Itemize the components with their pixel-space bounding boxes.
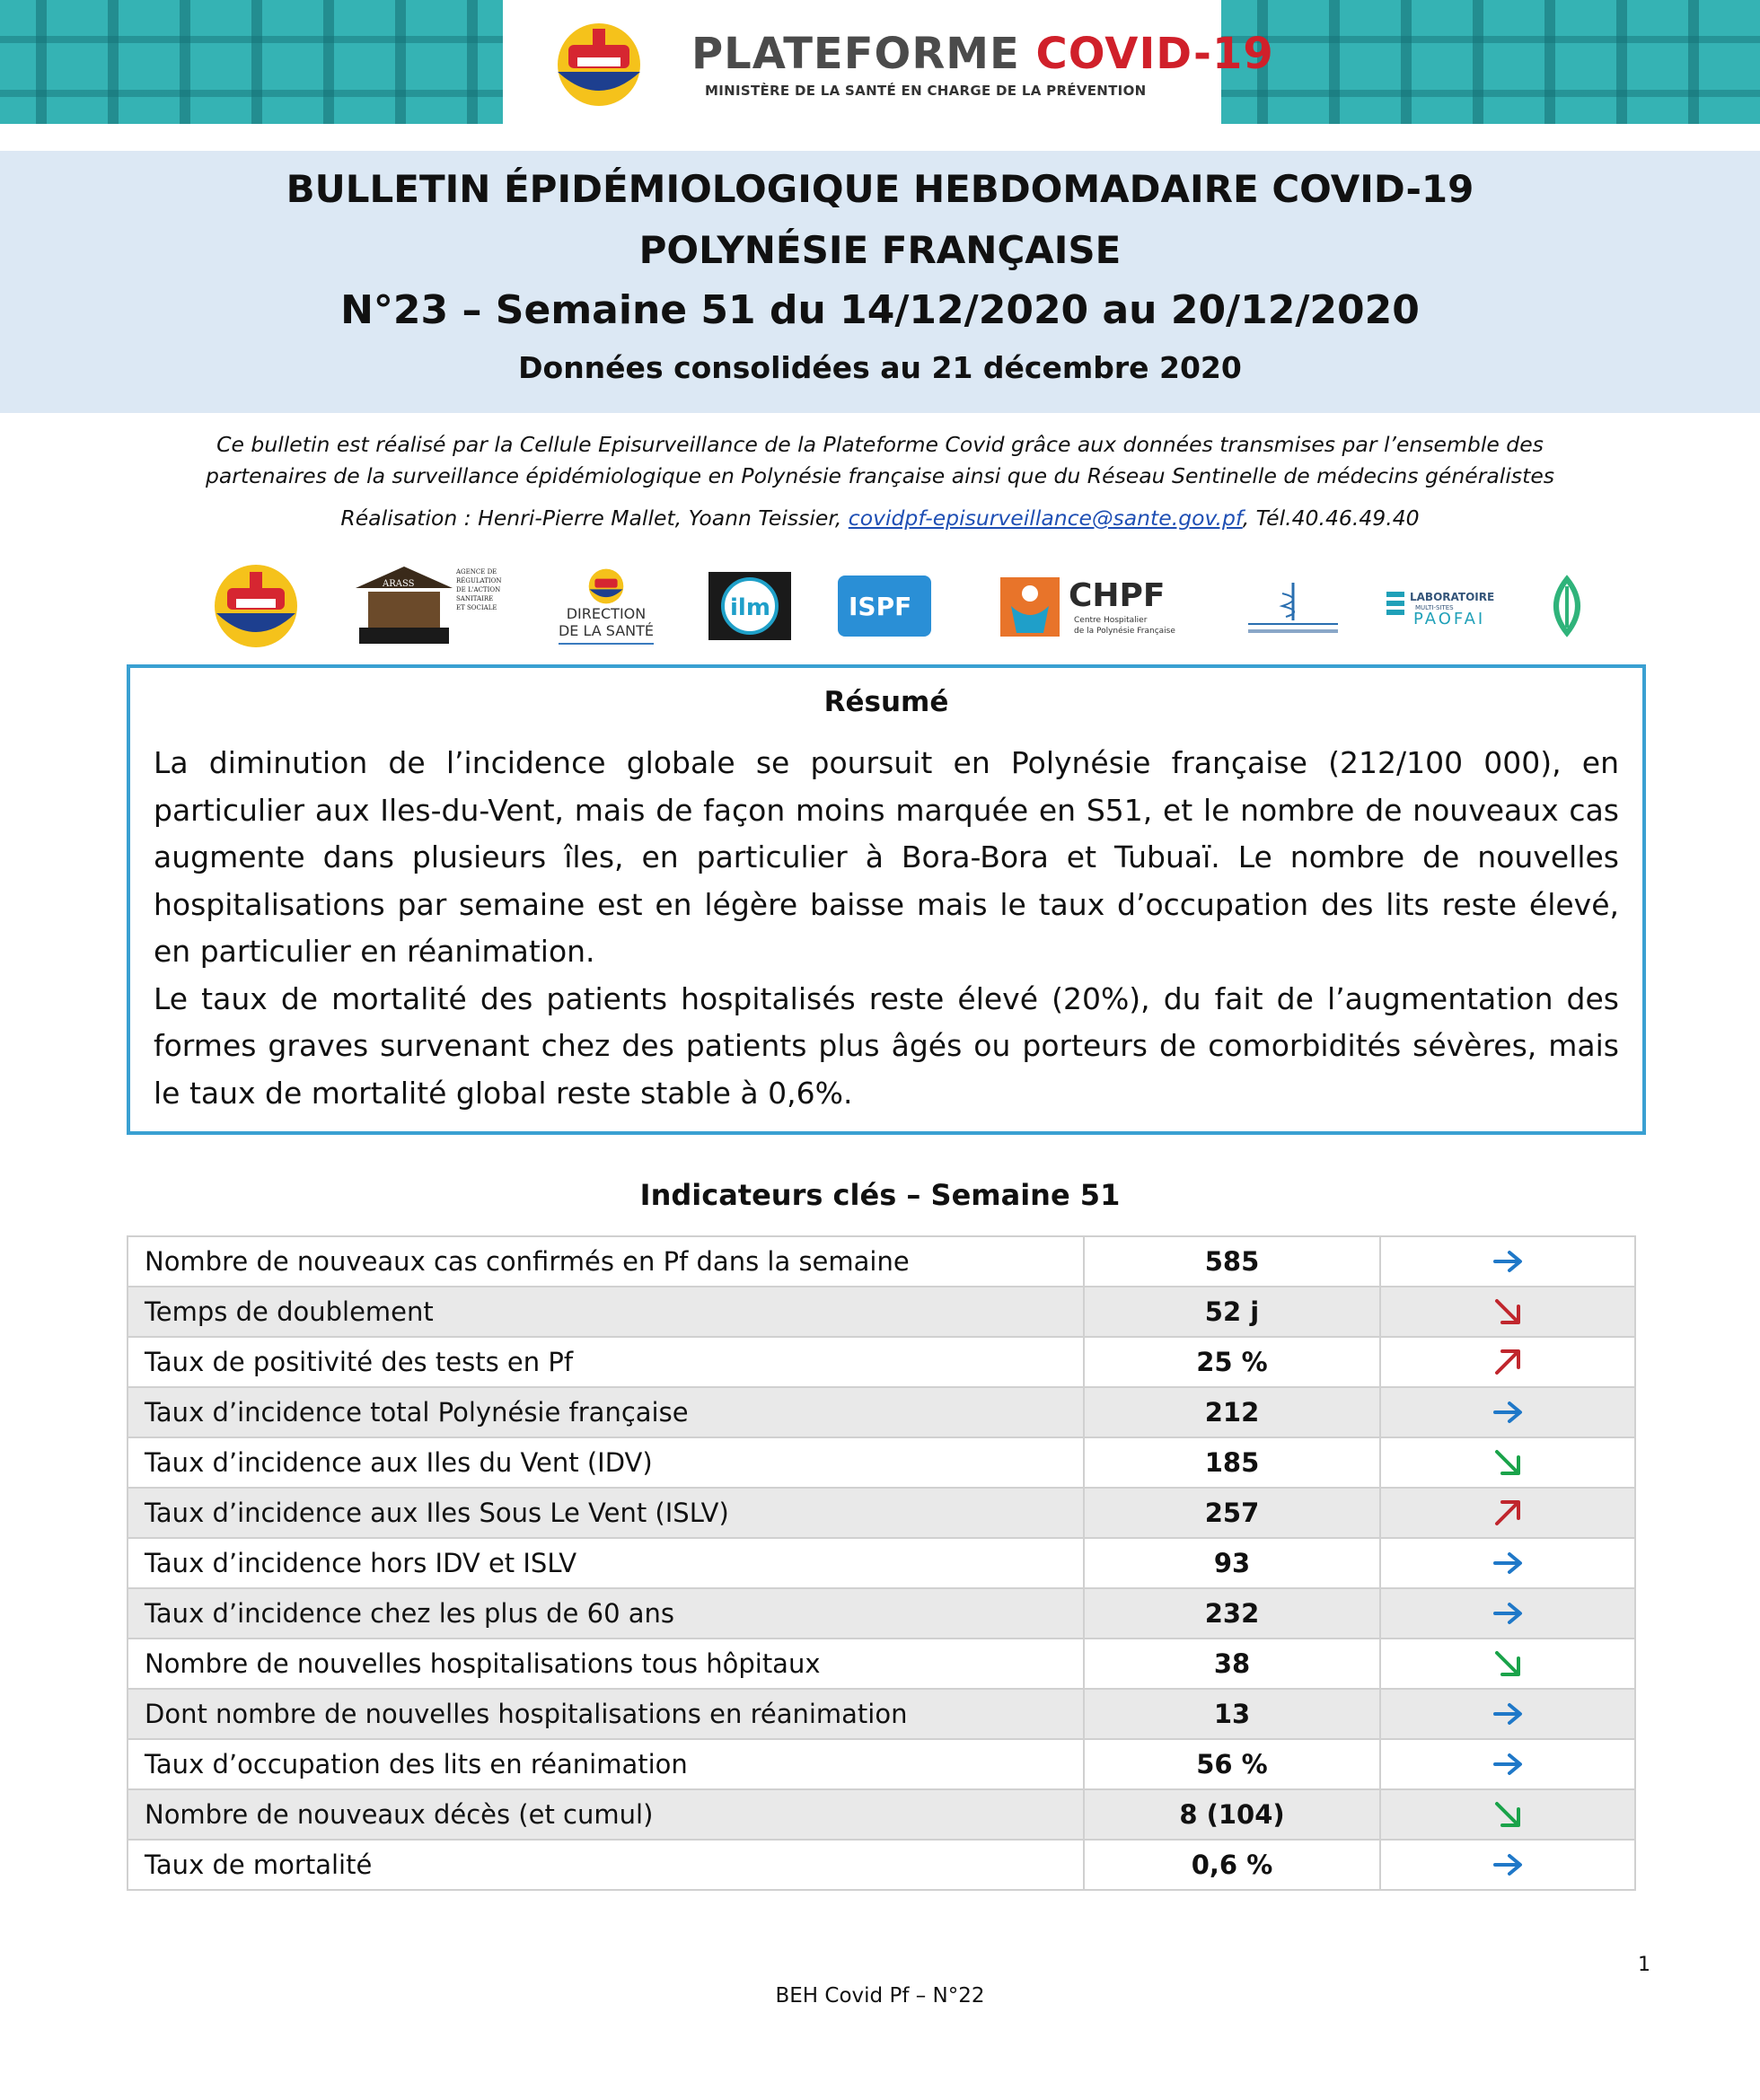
table-row: [128, 1387, 1635, 1437]
arrow-down-right-icon: [1490, 1646, 1526, 1682]
direction-line-1: DIRECTION: [566, 605, 647, 622]
arrow-right-icon: [1490, 1746, 1526, 1782]
indicator-trend: [1380, 1488, 1635, 1538]
indicator-label: Taux d’incidence chez les plus de 60 ans: [128, 1588, 1084, 1639]
title-consolidation-date: Données consolidées au 21 décembre 2020: [518, 350, 1242, 385]
banner-pattern-left: [0, 0, 503, 124]
arrow-up-right-icon: [1490, 1495, 1526, 1531]
plateforme-logo: [543, 20, 1274, 110]
svg-text:AGENCE DE: AGENCE DE: [456, 568, 497, 576]
caduceus-icon: [1239, 570, 1347, 642]
intro-line-1: Ce bulletin est réalisé par la Cellule Episurveillance de la Plateforme Covid grâce aux données transmises par l’ensemble des: [216, 432, 1544, 457]
intro-text: [99, 429, 1661, 492]
contact-email-link[interactable]: covidpf-episurveillance@sante.gov.pf: [848, 505, 1243, 531]
indicator-trend: [1380, 1337, 1635, 1387]
table-row: [128, 1236, 1635, 1287]
chpf-sub-2: de la Polynésie Française: [1074, 627, 1175, 636]
indicator-label: Nombre de nouveaux décès (et cumul): [128, 1789, 1084, 1840]
brand-word-covid: COVID-19: [1035, 29, 1274, 79]
summary-heading: Résumé: [823, 686, 949, 718]
indicator-label: Temps de doublement: [128, 1287, 1084, 1337]
indicator-label: Taux d’incidence hors IDV et ISLV: [128, 1538, 1084, 1588]
table-row: [128, 1689, 1635, 1739]
ispf-label: ISPF: [849, 592, 912, 621]
ilm-logo-icon: [707, 570, 793, 642]
logo-chpf: [997, 557, 1203, 655]
table-row: [128, 1538, 1635, 1588]
indicator-label: Nombre de nouvelles hospitalisations tous hôpitaux: [128, 1639, 1084, 1689]
indicators-table: [127, 1235, 1636, 1891]
polynesia-seal-icon: [211, 561, 301, 651]
indicator-value: 232: [1084, 1588, 1380, 1639]
arrow-right-icon: [1490, 1847, 1526, 1883]
title-line-1: BULLETIN ÉPIDÉMIOLOGIQUE HEBDOMADAIRE COVID-19: [286, 167, 1474, 211]
top-banner: [0, 0, 1760, 124]
labo-line-2: MULTI-SITES: [1415, 604, 1454, 611]
arass-label: ARASS: [383, 579, 415, 589]
table-row: [128, 1639, 1635, 1689]
arrow-down-right-icon: [1490, 1294, 1526, 1330]
indicator-value: 185: [1084, 1437, 1380, 1488]
logo-ilm: [705, 557, 795, 655]
realisation-line: [99, 503, 1661, 534]
table-row: [128, 1840, 1635, 1890]
indicator-value: 25 %: [1084, 1337, 1380, 1387]
indicator-label: Taux de mortalité: [128, 1840, 1084, 1890]
brand-title: [691, 29, 1274, 79]
summary-box: [127, 664, 1646, 1135]
logo-polynesia-seal: [207, 557, 305, 655]
indicator-trend: [1380, 1437, 1635, 1488]
svg-text:SANITAIRE: SANITAIRE: [456, 595, 494, 602]
svg-text:DE L'ACTION: DE L'ACTION: [456, 586, 501, 593]
summary-paragraph-1: La diminution de l’incidence globale se poursuit en Polynésie française (212/100 000), en particulier aux Iles-du-Vent, mais de façon moins marquée en S51, et le nombre de nouveaux cas augmente dans plusieurs îles, en particulier à Bora-Bora et Tubuaï. Le nombre de nouvelles hospitalisations par semaine est en légère baisse mais le taux d’occupation des lits reste élevé, en particulier en réanimation.: [154, 745, 1619, 969]
table-row: [128, 1739, 1635, 1789]
indicator-value: 38: [1084, 1639, 1380, 1689]
page-number: 1: [1638, 1954, 1650, 1976]
indicator-value: 93: [1084, 1538, 1380, 1588]
summary-paragraph-2: Le taux de mortalité des patients hospitalisés reste élevé (20%), du fait de l’augmentation des formes graves survenant chez des patients plus âgés ou porteurs de comorbidités sévères, mais le taux de mortalité global reste stable à 0,6%.: [154, 980, 1619, 1111]
indicator-value: 8 (104): [1084, 1789, 1380, 1840]
indicator-trend: [1380, 1739, 1635, 1789]
logo-laboratoire-paofai: [1383, 557, 1518, 655]
indicator-value: 212: [1084, 1387, 1380, 1437]
chpf-logo-icon: [997, 570, 1203, 642]
arrow-down-right-icon: [1490, 1797, 1526, 1832]
table-row: [128, 1488, 1635, 1538]
chpf-sub-1: Centre Hospitalier: [1074, 616, 1148, 625]
logo-arass: [350, 557, 503, 655]
indicator-label: Taux d’incidence total Polynésie française: [128, 1387, 1084, 1437]
brand-word-plateforme: PLATEFORME: [691, 29, 1020, 79]
arrow-up-right-icon: [1490, 1344, 1526, 1380]
realisation-authors: Réalisation : Henri-Pierre Mallet, Yoann Teissier,: [340, 505, 849, 531]
table-row: [128, 1437, 1635, 1488]
indicator-label: Taux d’occupation des lits en réanimation: [128, 1739, 1084, 1789]
logo-green-leaf: [1536, 557, 1598, 655]
logo-ispf: [835, 557, 934, 655]
indicator-value: 56 %: [1084, 1739, 1380, 1789]
table-row: [128, 1287, 1635, 1337]
arrow-down-right-icon: [1490, 1445, 1526, 1481]
indicator-trend: [1380, 1840, 1635, 1890]
indicator-value: 257: [1084, 1488, 1380, 1538]
ilm-label: ilm: [730, 594, 770, 621]
indicators-title: Indicateurs clés – Semaine 51: [639, 1178, 1121, 1212]
svg-text:ET SOCIALE: ET SOCIALE: [456, 604, 497, 611]
indicator-label: Taux d’incidence aux Iles Sous Le Vent (ISLV): [128, 1488, 1084, 1538]
table-row: [128, 1337, 1635, 1387]
ispf-logo-icon: [836, 570, 933, 642]
indicator-value: 52 j: [1084, 1287, 1380, 1337]
indicator-trend: [1380, 1236, 1635, 1287]
indicator-trend: [1380, 1588, 1635, 1639]
laboratoire-logo-icon: [1383, 570, 1518, 642]
indicator-value: 585: [1084, 1236, 1380, 1287]
indicator-trend: [1380, 1639, 1635, 1689]
contact-phone: , Tél.40.46.49.40: [1242, 505, 1420, 531]
logo-medical-order: [1239, 557, 1347, 655]
indicator-label: Taux d’incidence aux Iles du Vent (IDV): [128, 1437, 1084, 1488]
arrow-right-icon: [1490, 1394, 1526, 1430]
intro-line-2: partenaires de la surveillance épidémiologique en Polynésie française ainsi que du Réseau Sentinelle de médecins généralistes: [205, 463, 1555, 488]
indicator-trend: [1380, 1287, 1635, 1337]
labo-line-3: PAOFAI: [1413, 610, 1486, 628]
banner-pattern-right: [1221, 0, 1760, 124]
polynesia-seal-icon: [543, 20, 664, 110]
logo-direction-sante: [539, 557, 673, 655]
indicator-trend: [1380, 1538, 1635, 1588]
arrow-right-icon: [1490, 1696, 1526, 1732]
title-line-2: POLYNÉSIE FRANÇAISE: [638, 228, 1122, 272]
arrow-right-icon: [1490, 1243, 1526, 1279]
svg-text:RÉGULATION: RÉGULATION: [456, 577, 502, 584]
labo-line-1: LABORATOIRE: [1410, 591, 1495, 603]
indicator-value: 13: [1084, 1689, 1380, 1739]
arrow-right-icon: [1490, 1545, 1526, 1581]
direction-line-2: DE LA SANTÉ: [558, 622, 655, 639]
indicator-label: Dont nombre de nouvelles hospitalisations en réanimation: [128, 1689, 1084, 1739]
table-row: [128, 1789, 1635, 1840]
indicator-label: Nombre de nouveaux cas confirmés en Pf dans la semaine: [128, 1236, 1084, 1287]
arrow-right-icon: [1490, 1595, 1526, 1631]
indicator-value: 0,6 %: [1084, 1840, 1380, 1890]
bulletin-title-box: [0, 151, 1760, 413]
chpf-label: CHPF: [1069, 577, 1166, 614]
indicator-trend: [1380, 1387, 1635, 1437]
brand-subtitle: MINISTÈRE DE LA SANTÉ EN CHARGE DE LA PRÉVENTION: [705, 83, 1147, 99]
title-issue-week: N°23 – Semaine 51 du 14/12/2020 au 20/12/2020: [340, 287, 1420, 333]
indicator-trend: [1380, 1689, 1635, 1739]
table-row: [128, 1588, 1635, 1639]
partner-logos: [198, 557, 1598, 664]
polynesia-seal-small-icon: [587, 567, 625, 605]
indicator-label: Taux de positivité des tests en Pf: [128, 1337, 1084, 1387]
arass-emblem-icon: [350, 561, 503, 651]
leaf-icon: [1540, 570, 1594, 642]
footer-text: BEH Covid Pf – N°22: [775, 1984, 985, 2008]
summary-text: [154, 740, 1619, 1117]
indicator-trend: [1380, 1789, 1635, 1840]
